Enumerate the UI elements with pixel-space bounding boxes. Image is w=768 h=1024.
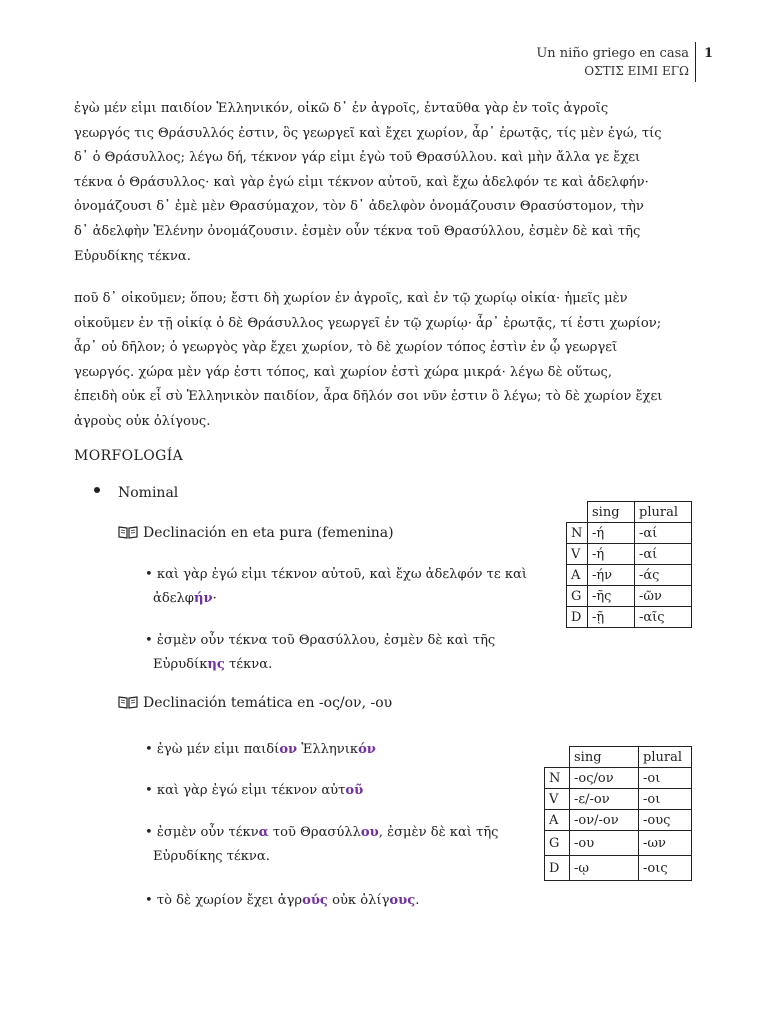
subsection-heading-thematic: [118, 695, 392, 713]
paragraph-line: γεωργός τις Θράσυλλός ἐστιν, ὃς γεωργεῖ καὶ ἔχει χωρίον, ἆρ᾽ ἐρωτᾷς, τίς μὲν ἐγώ, τίς: [74, 125, 662, 141]
case-label: V: [567, 544, 588, 565]
table-cell: -ος/ον: [570, 768, 639, 789]
text-fragment: ἀδελφ: [153, 591, 194, 606]
declension-table-thematic: [544, 746, 692, 881]
case-label: N: [567, 523, 588, 544]
highlighted-ending: ούς: [302, 893, 328, 908]
paragraph-line: ἐγὼ μέν εἰμι παιδίον Ἑλληνικόν, οἰκῶ δ᾽ ἐν ἀγροῖς, ἐνταῦθα γὰρ ἐν τοῖς ἀγροῖς: [74, 101, 609, 116]
text-fragment: • τὸ δὲ χωρίον ἔχει ἀγρ: [145, 893, 303, 908]
case-label: G: [567, 586, 588, 607]
text-fragment: τέκνα.: [224, 657, 273, 672]
example-1: [145, 563, 527, 611]
table-cell: -ων: [639, 831, 692, 856]
paragraph-line: Εὐρυδίκης τέκνα.: [74, 248, 191, 264]
paragraph-line: οἰκοῦμεν ἐν τῇ οἰκίᾳ ὁ δὲ Θράσυλλος γεωργεῖ ἐν τῷ χωρίῳ· ἆρ᾽ ἐρωτᾷς, τί ἐστι χωρίον;: [74, 315, 662, 331]
text-fragment: , ἐσμὲν δὲ καὶ τῆς: [378, 825, 499, 840]
paragraph-line: γεωργός. χώρα μὲν γάρ ἐστι τόπος, καὶ χωρίον ἐστὶ χώρα μικρά· λέγω δὲ οὕτως,: [74, 364, 612, 380]
subsection-heading-eta: [118, 525, 394, 543]
highlighted-ending: ους: [389, 893, 416, 908]
text-fragment: • καὶ γὰρ ἐγώ εἰμι τέκνον αὐτ: [145, 783, 346, 798]
paragraph-line: ποῦ δ᾽ οἰκοῦμεν; ὅπου; ἔστι δὴ χωρίον ἐν ἀγροῖς, καὶ ἐν τῷ χωρίῳ οἰκία· ἡμεῖς μὲν: [74, 291, 628, 306]
example-line: • καὶ γὰρ ἐγώ εἰμι τέκνον αὐτοῦ, καὶ ἔχω ἀδελφόν τε καὶ: [145, 567, 527, 582]
table-cell: -οις: [639, 856, 692, 881]
example-line: [145, 825, 499, 840]
text-fragment: • ἐγὼ μέν εἰμι παιδί: [145, 742, 280, 757]
table-header-row: [545, 747, 692, 768]
header-divider: [695, 42, 696, 82]
table-corner: [545, 747, 570, 768]
column-header: plural: [639, 747, 692, 768]
subsection-label: Declinación en eta pura (femenina): [143, 525, 394, 541]
paragraph-line: ἀγροὺς οὐκ ὀλίγους.: [74, 413, 211, 429]
example-3: [145, 738, 376, 762]
example-line: [145, 653, 495, 677]
greek-paragraph-2: [74, 287, 706, 435]
greek-paragraph-1: [74, 97, 706, 269]
example-5: [145, 821, 499, 869]
highlighted-ending: ου: [360, 825, 379, 840]
example-line: [145, 587, 527, 611]
table-cell: -οι: [639, 768, 692, 789]
table-cell: -αῖς: [635, 607, 692, 628]
section-heading: MORFOLOGÍA: [74, 448, 184, 464]
table-row: [545, 856, 692, 881]
highlighted-ending: ης: [207, 657, 225, 672]
table-cell: -άς: [635, 565, 692, 586]
table-cell: -ή: [588, 544, 635, 565]
table-row: [545, 831, 692, 856]
case-label: A: [567, 565, 588, 586]
column-header: sing: [570, 747, 639, 768]
table-row: [567, 544, 692, 565]
highlighted-ending: οῦ: [345, 783, 364, 798]
table-corner: [567, 502, 588, 523]
text-fragment: • ἐσμὲν οὖν τέκν: [145, 825, 259, 840]
text-fragment: οὐκ ὀλίγ: [327, 893, 390, 908]
case-label: G: [545, 831, 570, 856]
paragraph-line: ἐπειδὴ οὐκ εἶ σὺ Ἑλληνικὸν παιδίον, ἆρα δῆλόν σοι νῦν ἐστιν ὃ λέγω; τὸ δὲ χωρίον ἔχει: [74, 389, 663, 405]
table-cell: -αί: [635, 544, 692, 565]
text-fragment: τοῦ Θρασύλλ: [268, 825, 361, 840]
table-cell: -ῳ: [570, 856, 639, 881]
table-cell: -οι: [639, 789, 692, 810]
table-row: [567, 523, 692, 544]
table-cell: -ήν: [588, 565, 635, 586]
text-fragment: Ἑλληνικ: [297, 742, 359, 757]
page-number: 1: [704, 46, 714, 61]
example-4: [145, 779, 363, 803]
bullet-nominal: Nominal: [118, 485, 179, 501]
highlighted-ending: όν: [358, 742, 376, 757]
example-line: Εὐρυδίκης τέκνα.: [153, 849, 270, 864]
case-label: V: [545, 789, 570, 810]
example-2: [145, 629, 495, 677]
open-book-icon: [118, 695, 140, 713]
table-cell: -ου: [570, 831, 639, 856]
paragraph-line: δ᾽ ὁ Θράσυλλος; λέγω δή, τέκνον γάρ εἰμι ἐγὼ τοῦ Θρασύλλου. καὶ μὴν ἄλλα γε ἔχει: [74, 150, 641, 166]
running-head-subtitle: ΟΣΤΙΣ ΕΙΜΙ ΕΓΩ: [584, 64, 689, 78]
example-6: [145, 889, 419, 913]
case-label: A: [545, 810, 570, 831]
table-cell: -ή: [588, 523, 635, 544]
table-cell: -ῇ: [588, 607, 635, 628]
highlighted-ending: ον: [279, 742, 298, 757]
table-row: [545, 768, 692, 789]
highlighted-ending: ήν: [193, 591, 213, 606]
table-cell: -αί: [635, 523, 692, 544]
column-header: plural: [635, 502, 692, 523]
declension-table-eta: [566, 501, 692, 628]
text-fragment: .: [415, 893, 420, 908]
case-label: N: [545, 768, 570, 789]
bullet-dot-icon: [94, 487, 100, 493]
text-fragment: Εὐρυδίκ: [153, 657, 208, 672]
paragraph-line: τέκνα ὁ Θράσυλλος· καὶ γὰρ ἐγώ εἰμι τέκνον αὐτοῦ, καὶ ἔχω ἀδελφόν τε καὶ ἀδελφήν·: [74, 174, 649, 190]
subsection-label: Declinación temática en -ος/ον, -ου: [143, 695, 393, 711]
table-row: [545, 789, 692, 810]
table-cell: -ε/-ον: [570, 789, 639, 810]
text-fragment: ·: [212, 591, 217, 606]
case-label: D: [567, 607, 588, 628]
highlighted-ending: α: [258, 825, 269, 840]
table-cell: -ῆς: [588, 586, 635, 607]
running-head-title: Un niño griego en casa: [536, 46, 689, 61]
column-header: sing: [588, 502, 635, 523]
table-row: [545, 810, 692, 831]
example-line: • ἐσμὲν οὖν τέκνα τοῦ Θρασύλλου, ἐσμὲν δὲ καὶ τῆς: [145, 633, 496, 648]
table-cell: -ῶν: [635, 586, 692, 607]
table-cell: -ον/-ον: [570, 810, 639, 831]
paragraph-line: ἆρ᾽ οὐ δῆλον; ὁ γεωργὸς γὰρ ἔχει χωρίον, τὸ δὲ χωρίον τόπος ἐστὶν ἐν ᾧ γεωργεῖ: [74, 340, 618, 356]
paragraph-line: δ᾽ ἀδελφὴν Ἑλένην ὀνομάζουσιν. ἐσμὲν οὖν τέκνα τοῦ Θρασύλλου, ἐσμὲν δὲ καὶ τῆς: [74, 223, 641, 239]
case-label: D: [545, 856, 570, 881]
paragraph-line: ὀνομάζουσι δ᾽ ἐμὲ μὲν Θρασύμαχον, τὸν δ᾽ ἀδελφὸν ὀνομάζουσιν Θρασύστομον, τὴν: [74, 199, 644, 215]
table-row: [567, 586, 692, 607]
open-book-icon: [118, 525, 140, 543]
table-cell: -ους: [639, 810, 692, 831]
table-header-row: [567, 502, 692, 523]
table-row: [567, 565, 692, 586]
table-row: [567, 607, 692, 628]
